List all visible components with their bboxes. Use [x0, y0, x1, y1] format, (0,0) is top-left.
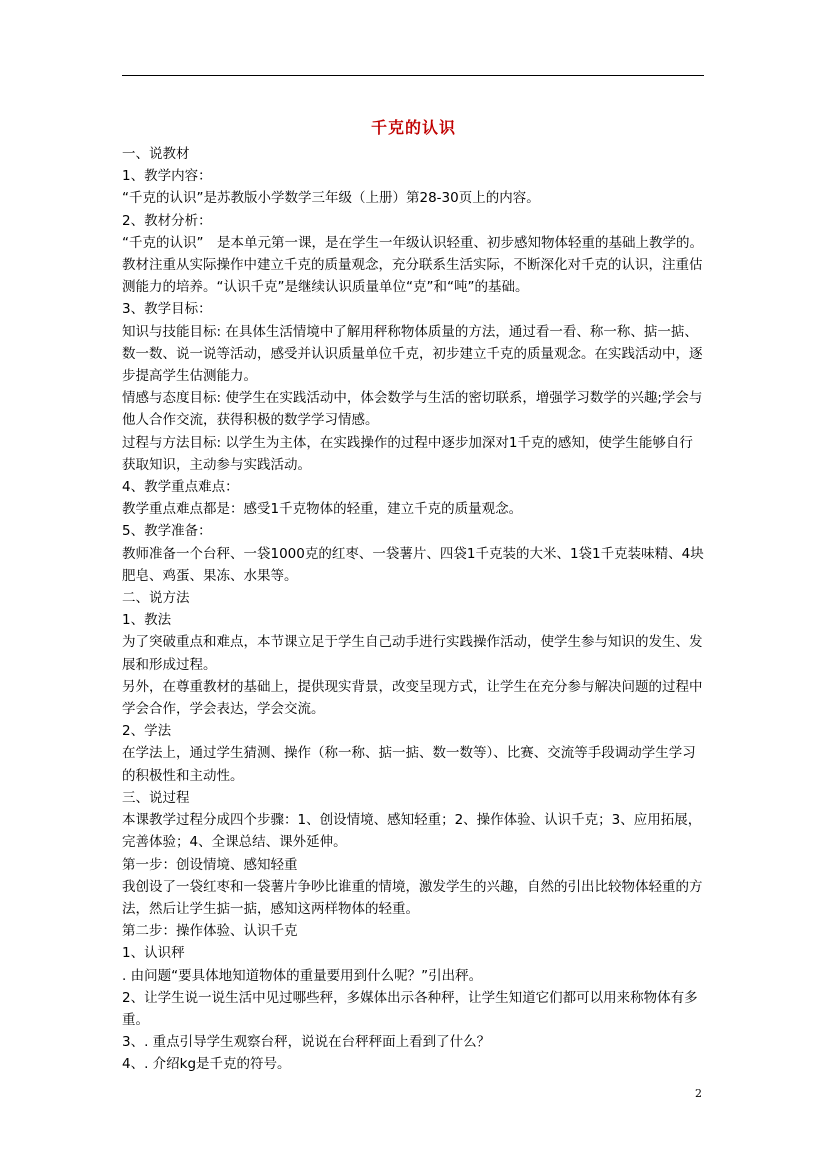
paragraph-key-points: 教学重点难点都是：感受1千克物体的轻重，建立千克的质量观念。 — [122, 501, 523, 518]
subheading-learning-method: 2、学法 — [122, 723, 172, 740]
subheading-step-two: 第二步：操作体验、认识千克 — [122, 923, 298, 940]
subheading-content: 1、教学内容： — [122, 168, 212, 185]
subheading-teaching-method: 1、教法 — [122, 612, 172, 629]
paragraph-teaching-method-2: 另外，在尊重教材的基础上，提供现实背景，改变呈现方式，让学生在充分参与解决问题的过程中学会合作，学会表达，学会交流。 — [122, 678, 703, 718]
paragraph-objective-process: 过程与方法目标: 以学生为主体，在实践操作的过程中逐步加深对1千克的感知，使学生能够自行获取知识，主动参与实践活动。 — [122, 434, 693, 473]
page-number: 2 — [695, 1087, 702, 1100]
section-heading-process: 三、说过程 — [122, 789, 190, 806]
list-item-know-scale: 1、认识秤 — [122, 945, 185, 962]
document-title: 千克的认识 — [370, 118, 456, 137]
list-item-scales-in-life: 2、让学生说一说生活中见过哪些秤，多媒体出示各种秤，让学生知道它们都可以用来称物体有多重。 — [122, 989, 698, 1028]
list-item-observe-scale: 3、. 重点引导学生观察台秤，说说在台秤秤面上看到了什么？ — [122, 1034, 491, 1051]
header-rule — [122, 75, 704, 76]
subheading-step-one: 第一步：创设情境、感知轻重 — [122, 856, 298, 873]
paragraph-teaching-method-1: 为了突破重点和难点，本节课立足于学生自己动手进行实践操作活动，使学生参与知识的发生、发展和形成过程。 — [122, 634, 703, 673]
subheading-key-points: 4、教学重点难点： — [122, 479, 239, 496]
paragraph-objective-knowledge: 知识与技能目标: 在具体生活情境中了解用秤称物体质量的方法，通过看一看、称一称、掂一掂、数一数、说一说等活动，感受并认识质量单位千克，初步建立千克的质量观念。在实践活动中，逐步提高学生估测能力。 — [122, 323, 703, 385]
paragraph-learning-method: 在学法上，通过学生猜测、操作（称一称、掂一掂、数一数等）、比赛、交流等手段调动学生学习的积极性和主动性。 — [122, 745, 696, 784]
document-body — [122, 143, 704, 1076]
list-item-kg-symbol: 4、. 介绍kg是千克的符号。 — [122, 1056, 291, 1073]
subheading-objectives: 3、教学目标： — [122, 301, 212, 318]
paragraph-analysis: “千克的认识” 是本单元第一课，是在学生一年级认识轻重、初步感知物体轻重的基础上教学的。教材注重从实际操作中建立千克的质量观念，充分联系生活实际，不断深化对千克的认识，注重估测能力的培养。“认识千克”是继续认识质量单位“克”和“吨”的基础。 — [122, 234, 703, 296]
paragraph-process-overview: 本课教学过程分成四个步骤：1、创设情境、感知轻重；2、操作体验、认识千克；3、应用拓展，完善体验；4、全课总结、课外延伸。 — [122, 812, 702, 851]
section-heading-textbook: 一、说教材 — [122, 146, 190, 162]
list-item-question: . 由问题“要具体地知道物体的重量要用到什么呢？”引出秤。 — [122, 967, 483, 984]
subheading-preparation: 5、教学准备： — [122, 523, 212, 540]
paragraph-preparation: 教师准备一个台秤、一袋1000克的红枣、一袋薯片、四袋1千克装的大米、1袋1千克装味精、4块肥皂、鸡蛋、果冻、水果等。 — [122, 545, 704, 584]
paragraph-content: “千克的认识”是苏教版小学数学三年级（上册）第28-30页上的内容。 — [122, 190, 540, 207]
paragraph-objective-emotion: 情感与态度目标: 使学生在实践活动中，体会数学与生活的密切联系，增强学习数学的兴趣;学会与他人合作交流，获得积极的数学学习情感。 — [122, 390, 703, 429]
paragraph-step-one: 我创设了一袋红枣和一袋薯片争吵比谁重的情境，激发学生的兴趣，自然的引出比较物体轻重的方法，然后让学生掂一掂，感知这两样物体的轻重。 — [122, 878, 703, 917]
section-heading-methods: 二、说方法 — [122, 590, 190, 607]
subheading-analysis: 2、教材分析： — [122, 212, 212, 229]
